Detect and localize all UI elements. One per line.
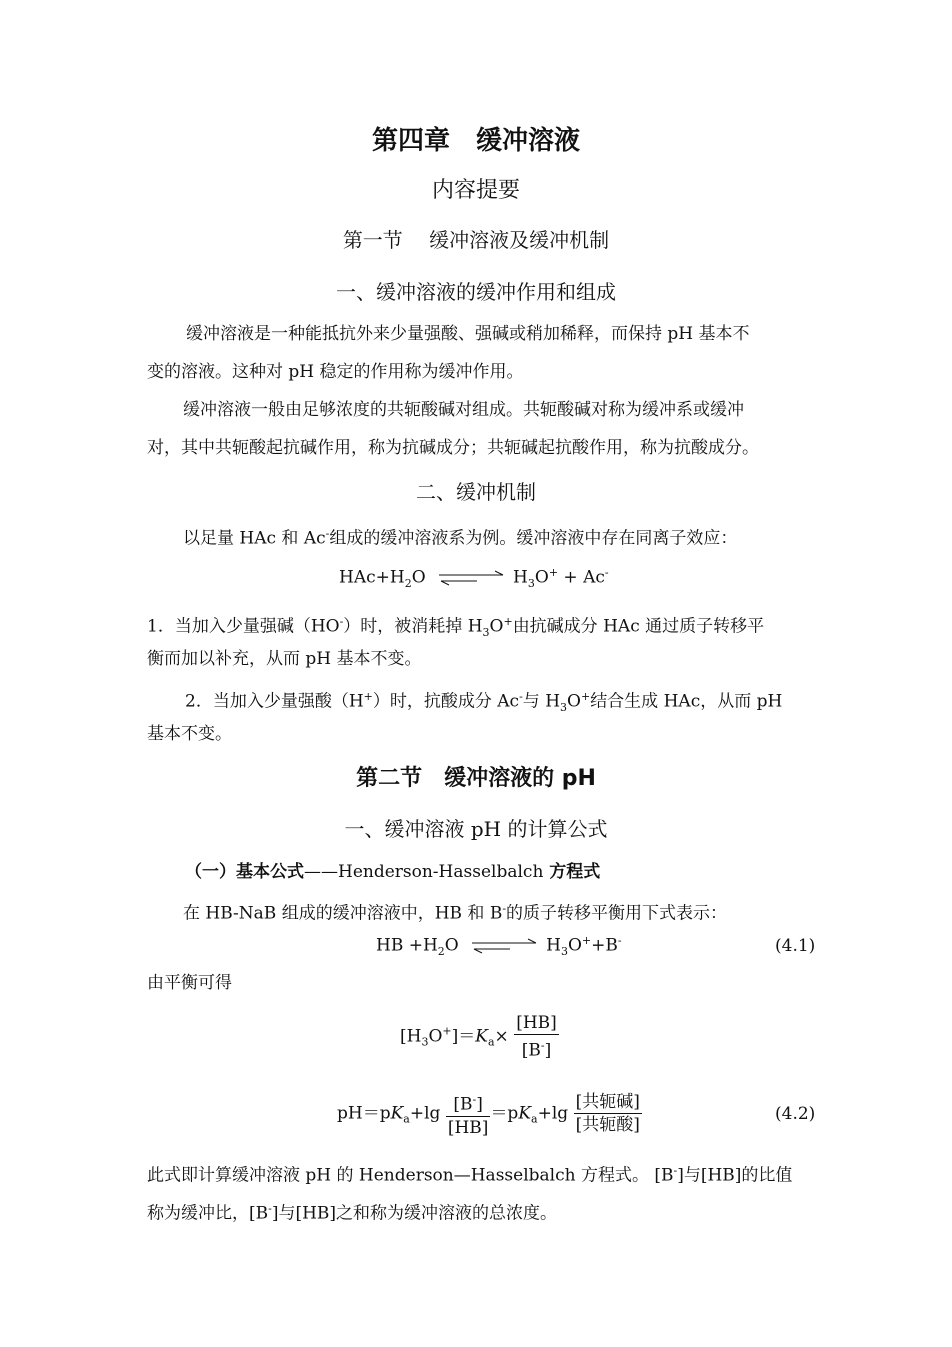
equilibrium-equation-hb: HB $+H_2O$ $H_3O^++B^-$ bbox=[376, 934, 622, 959]
paragraph-line: 在 HB-NaB 组成的缓冲溶液中，HB 和 B-的质子转移平衡用下式表示： bbox=[183, 902, 728, 924]
subsection-heading: （一）基本公式——Henderson-Hasselbalch 方程式 bbox=[185, 862, 601, 882]
fraction: $\frac{[HB]}{[B^-]}$ bbox=[516, 1013, 557, 1061]
paragraph-line: 缓冲溶液是一种能抵抗外来少量强酸、强碱或稍加稀释，而保持 pH 基本不 bbox=[186, 324, 750, 344]
summary-title: 内容提要 bbox=[431, 178, 520, 203]
paragraph-line: 基本不变。 bbox=[147, 724, 232, 744]
paragraph-line: 称为缓冲比，[B-]与[HB]之和称为缓冲溶液的总浓度。 bbox=[147, 1202, 558, 1224]
h3o-concentration-equation: $[H_3O^+]=K_a\times$ $\frac{[HB]}{[B^-]}$ bbox=[400, 1013, 557, 1061]
henderson-hasselbalch-equation: $pH=pK_a+\lg$ $\frac{[B^-]}{[HB]}$ $=pK_a+\lg$ $\frac{\text{[共轭碱]}}{\text{[共轭酸]}}$ bbox=[337, 1089, 642, 1139]
equilibrium-arrow-icon bbox=[470, 938, 540, 954]
paragraph-line: 2．当加入少量强酸（H+）时，抗酸成分 Ac-与 $H_3O^+$结合生成 HAc，从而 pH bbox=[185, 690, 783, 715]
section1-sub1-title: 一、缓冲溶液的缓冲作用和组成 bbox=[336, 280, 616, 304]
fraction: $\frac{\text{[共轭碱]}}{\text{[共轭酸]}}$ bbox=[575, 1092, 640, 1136]
section2-title: 第二节 缓冲溶液的 pH bbox=[356, 766, 596, 791]
section2-sub1-title: 一、缓冲溶液 pH 的计算公式 bbox=[344, 817, 608, 841]
paragraph-line: 衡而加以补充，从而 pH 基本不变。 bbox=[147, 649, 422, 669]
equation-number: (4.2) bbox=[775, 1104, 816, 1124]
equilibrium-arrow-icon bbox=[437, 570, 507, 586]
paragraph-line: 对，其中共轭酸起抗碱作用，称为抗碱成分；共轭碱起抗酸作用，称为抗酸成分。 bbox=[147, 438, 759, 458]
fraction: $\frac{[B^-]}{[HB]}$ bbox=[446, 1089, 491, 1139]
equation-number: (4.1) bbox=[775, 936, 816, 956]
section1-title: 第一节 缓冲溶液及缓冲机制 bbox=[342, 228, 610, 252]
paragraph-line: 以足量 HAc 和 Ac-组成的缓冲溶液系为例。缓冲溶液中存在同离子效应： bbox=[183, 527, 738, 549]
equilibrium-equation-hac: $HAc+H_2O$ $H_3O^+ + Ac^-$ bbox=[339, 566, 609, 591]
paragraph-line: 1．当加入少量强碱（HO-）时，被消耗掉 $H_3O^+$由抗碱成分 HAc 通过质子转移平 bbox=[147, 615, 765, 640]
section1-sub2-title: 二、缓冲机制 bbox=[416, 480, 536, 504]
chapter-title: 第四章 缓冲溶液 bbox=[371, 126, 580, 156]
paragraph-line: 此式即计算缓冲溶液 pH 的 Henderson—Hasselbalch 方程式。 [B-]与[HB]的比值 bbox=[147, 1164, 793, 1186]
paragraph-line: 由平衡可得 bbox=[147, 973, 232, 993]
paragraph-line: 变的溶液。这种对 pH 稳定的作用称为缓冲作用。 bbox=[147, 362, 524, 382]
paragraph-line: 缓冲溶液一般由足够浓度的共轭酸碱对组成。共轭酸碱对称为缓冲系或缓冲 bbox=[183, 400, 744, 420]
